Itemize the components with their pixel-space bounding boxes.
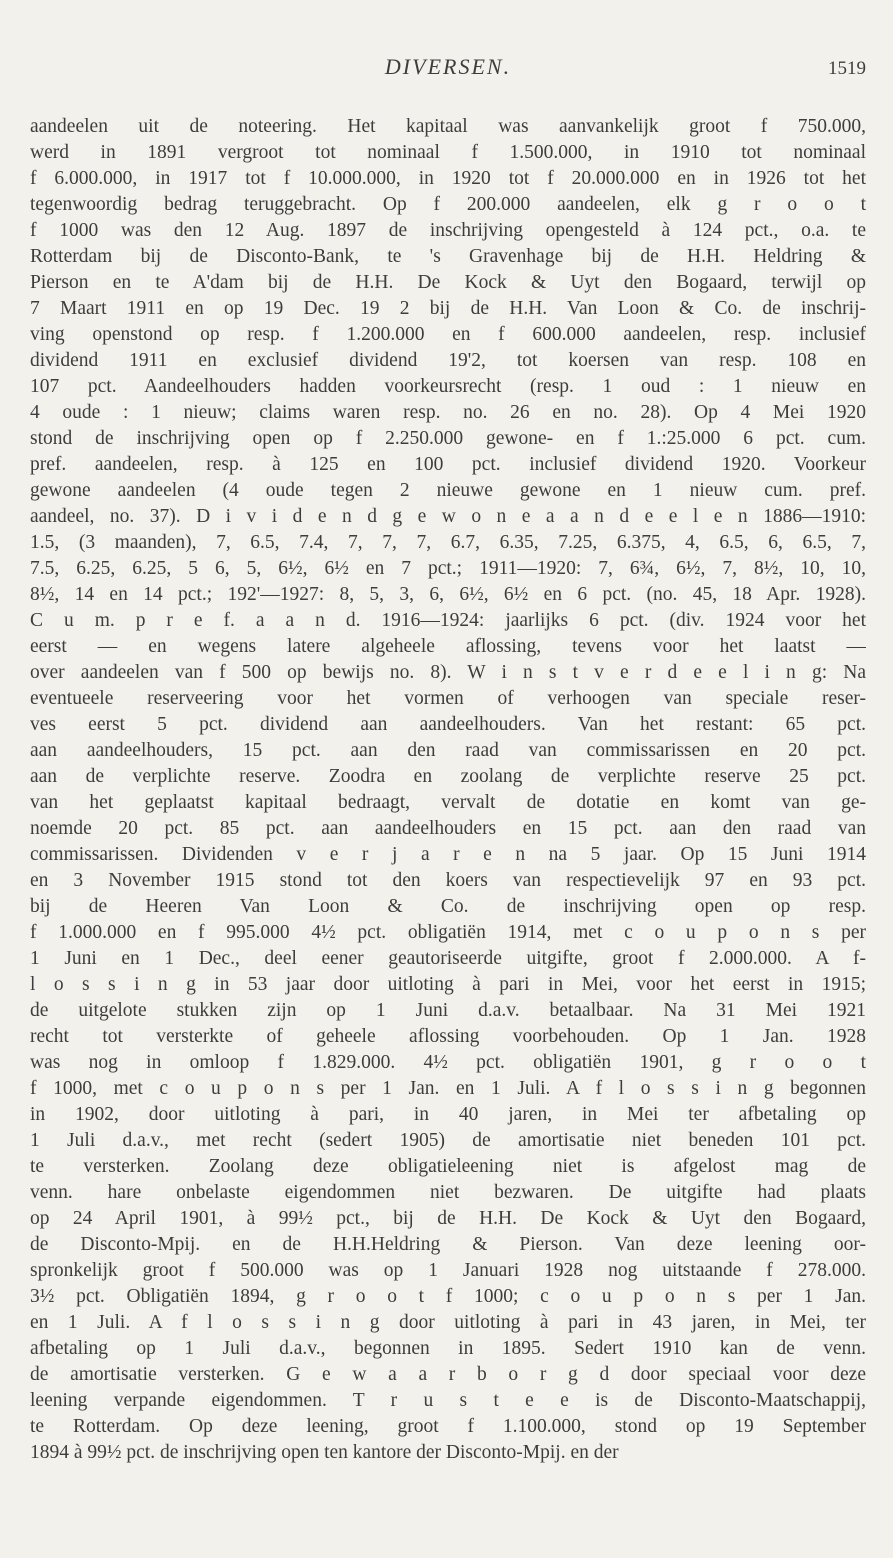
body-text xyxy=(30,114,866,1466)
text-line: was nog in omloop f 1.829.000. 4½ pct. obligatiën 1901, g r o o t xyxy=(30,1052,866,1073)
text-line: f 1.000.000 en f 995.000 4½ pct. obligatiën 1914, met c o u p o n s per xyxy=(30,922,866,943)
text-line: f 1000 was den 12 Aug. 1897 de inschrijving opengesteld à 124 pct., o.a. te xyxy=(30,220,866,241)
text-line: afbetaling op 1 Juli d.a.v., begonnen in 1895. Sedert 1910 kan de venn. xyxy=(30,1338,866,1359)
page-header xyxy=(30,54,866,94)
text-line: Rotterdam bij de Disconto-Bank, te 's Gravenhage bij de H.H. Heldring & xyxy=(30,246,866,267)
text-line: dividend 1911 en exclusief dividend 19'2, tot koersen van resp. 108 en xyxy=(30,350,866,371)
text-line: gewone aandeelen (4 oude tegen 2 nieuwe gewone en 1 nieuw cum. pref. xyxy=(30,480,866,501)
text-line: ving openstond op resp. f 1.200.000 en f 600.000 aandeelen, resp. inclusief xyxy=(30,324,866,345)
text-line: de uitgelote stukken zijn op 1 Juni d.a.v. betaalbaar. Na 31 Mei 1921 xyxy=(30,1000,866,1021)
text-line: 8½, 14 en 14 pct.; 192'—1927: 8, 5, 3, 6, 6½, 6½ en 6 pct. (no. 45, 18 Apr. 1928). xyxy=(30,584,866,605)
text-line: over aandeelen van f 500 op bewijs no. 8). W i n s t v e r d e e l i n g: Na xyxy=(30,662,866,683)
page-number: 1519 xyxy=(828,58,866,79)
text-line: tegenwoordig bedrag teruggebracht. Op f 200.000 aandeelen, elk g r o o t xyxy=(30,194,866,215)
text-line: 3½ pct. Obligatiën 1894, g r o o t f 1000; c o u p o n s per 1 Jan. xyxy=(30,1286,866,1307)
text-line: 1 Juni en 1 Dec., deel eener geautoriseerde uitgifte, groot f 2.000.000. A f- xyxy=(30,948,866,969)
running-title: DIVERSEN. xyxy=(384,54,512,79)
text-line: 4 oude : 1 nieuw; claims waren resp. no. 26 en no. 28). Op 4 Mei 1920 xyxy=(30,402,866,423)
text-line: recht tot versterkte of geheele aflossing voorbehouden. Op 1 Jan. 1928 xyxy=(30,1026,866,1047)
text-line: de Disconto-Mpij. en de H.H.Heldring & Pierson. Van deze leening oor- xyxy=(30,1234,866,1255)
text-line: ves eerst 5 pct. dividend aan aandeelhouders. Van het restant: 65 pct. xyxy=(30,714,866,735)
text-line: van het geplaatst kapitaal bedraagt, vervalt de dotatie en komt van ge- xyxy=(30,792,866,813)
text-line: 7.5, 6.25, 6.25, 5 6, 5, 6½, 6½ en 7 pct.; 1911—1920: 7, 6¾, 6½, 7, 8½, 10, 10, xyxy=(30,558,866,579)
text-line: eventueele reserveering voor het vormen of verhoogen van speciale reser- xyxy=(30,688,866,709)
text-line: en 1 Juli. A f l o s s i n g door uitloting à pari in 43 jaren, in Mei, ter xyxy=(30,1312,866,1333)
text-line: 1.5, (3 maanden), 7, 6.5, 7.4, 7, 7, 7, 6.7, 6.35, 7.25, 6.375, 4, 6.5, 6, 6.5, 7, xyxy=(30,532,866,553)
text-line: en 3 November 1915 stond tot den koers van respectievelijk 97 en 93 pct. xyxy=(30,870,866,891)
text-line: 1 Juli d.a.v., met recht (sedert 1905) de amortisatie niet beneden 101 pct. xyxy=(30,1130,866,1151)
text-line: eerst — en wegens latere algeheele aflossing, tevens voor het laatst — xyxy=(30,636,866,657)
text-line: Pierson en te A'dam bij de H.H. De Kock & Uyt den Bogaard, terwijl op xyxy=(30,272,866,293)
text-line: C u m. p r e f. a a n d. 1916—1924: jaarlijks 6 pct. (div. 1924 voor het xyxy=(30,610,866,631)
text-line: de amortisatie versterken. G e w a a r b o r g d door speciaal voor deze xyxy=(30,1364,866,1385)
text-line: in 1902, door uitloting à pari, in 40 jaren, in Mei ter afbetaling op xyxy=(30,1104,866,1125)
text-line: aandeelen uit de noteering. Het kapitaal was aanvankelijk groot f 750.000, xyxy=(30,116,866,137)
text-line: l o s s i n g in 53 jaar door uitloting à pari in Mei, voor het eerst in 1915; xyxy=(30,974,866,995)
text-line: spronkelijk groot f 500.000 was op 1 Januari 1928 nog uitstaande f 278.000. xyxy=(30,1260,866,1281)
text-line: aandeel, no. 37). D i v i d e n d g e w o n e a a n d e e l e n 1886—1910: xyxy=(30,506,866,527)
text-line: 7 Maart 1911 en op 19 Dec. 19 2 bij de H.H. Van Loon & Co. de inschrij- xyxy=(30,298,866,319)
text-line: te versterken. Zoolang deze obligatieleening niet is afgelost mag de xyxy=(30,1156,866,1177)
text-line: venn. hare onbelaste eigendommen niet bezwaren. De uitgifte had plaats xyxy=(30,1182,866,1203)
text-line: leening verpande eigendommen. T r u s t e e is de Disconto-Maatschappij, xyxy=(30,1390,866,1411)
text-line: werd in 1891 vergroot tot nominaal f 1.500.000, in 1910 tot nominaal xyxy=(30,142,866,163)
text-line: aan de verplichte reserve. Zoodra en zoolang de verplichte reserve 25 pct. xyxy=(30,766,866,787)
text-line: aan aandeelhouders, 15 pct. aan den raad van commissarissen en 20 pct. xyxy=(30,740,866,761)
text-line: f 6.000.000, in 1917 tot f 10.000.000, in 1920 tot f 20.000.000 en in 1926 tot het xyxy=(30,168,866,189)
text-line: bij de Heeren Van Loon & Co. de inschrijving open op resp. xyxy=(30,896,866,917)
text-line: stond de inschrijving open op f 2.250.000 gewone- en f 1.:25.000 6 pct. cum. xyxy=(30,428,866,449)
text-line: te Rotterdam. Op deze leening, groot f 1.100.000, stond op 19 September xyxy=(30,1416,866,1437)
text-line: noemde 20 pct. 85 pct. aan aandeelhouders en 15 pct. aan den raad van xyxy=(30,818,866,839)
text-line: commissarissen. Dividenden v e r j a r e n na 5 jaar. Op 15 Juni 1914 xyxy=(30,844,866,865)
text-line: 1894 à 99½ pct. de inschrijving open ten kantore der Disconto-Mpij. en der xyxy=(30,1442,619,1463)
text-line: op 24 April 1901, à 99½ pct., bij de H.H. De Kock & Uyt den Bogaard, xyxy=(30,1208,866,1229)
text-line: 107 pct. Aandeelhouders hadden voorkeursrecht (resp. 1 oud : 1 nieuw en xyxy=(30,376,866,397)
text-line: pref. aandeelen, resp. à 125 en 100 pct. inclusief dividend 1920. Voorkeur xyxy=(30,454,866,475)
text-line: f 1000, met c o u p o n s per 1 Jan. en 1 Juli. A f l o s s i n g begonnen xyxy=(30,1078,866,1099)
